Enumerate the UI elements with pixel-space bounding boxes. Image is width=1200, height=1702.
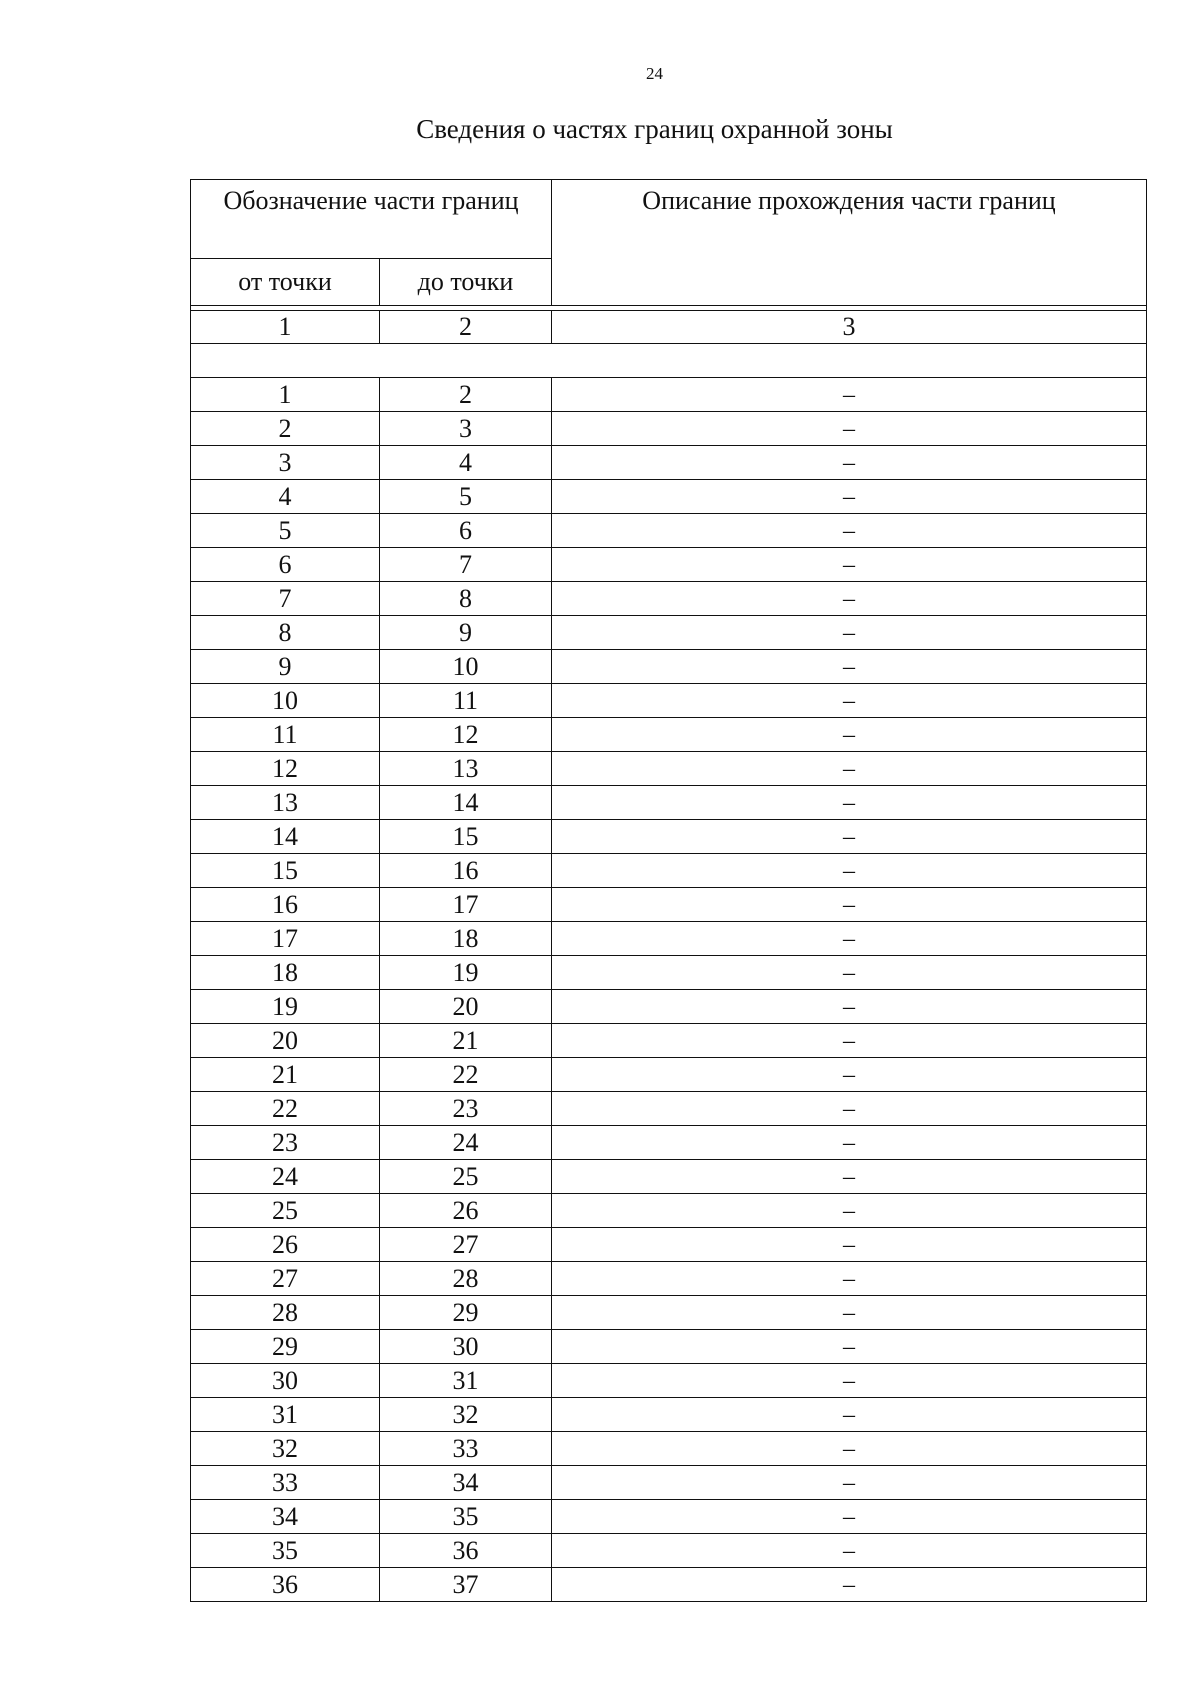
- table-row: [191, 582, 1147, 616]
- table-row: [191, 616, 1147, 650]
- from-point-cell: 28: [191, 1296, 380, 1330]
- description-cell: –: [552, 786, 1147, 820]
- to-point-cell: 6: [380, 514, 552, 548]
- table-row: [191, 412, 1147, 446]
- description-cell: –: [552, 1534, 1147, 1568]
- table-row: [191, 1364, 1147, 1398]
- description-cell: –: [552, 1330, 1147, 1364]
- table-row: [191, 1398, 1147, 1432]
- from-point-cell: 11: [191, 718, 380, 752]
- from-point-cell: 14: [191, 820, 380, 854]
- description-cell: –: [552, 888, 1147, 922]
- from-point-cell: 24: [191, 1160, 380, 1194]
- table-row: [191, 480, 1147, 514]
- to-point-cell: 21: [380, 1024, 552, 1058]
- to-point-cell: 27: [380, 1228, 552, 1262]
- to-point-cell: 22: [380, 1058, 552, 1092]
- to-point-cell: 2: [380, 378, 552, 412]
- table-row: [191, 1466, 1147, 1500]
- table-row: [191, 956, 1147, 990]
- to-point-cell: 36: [380, 1534, 552, 1568]
- to-point-cell: 34: [380, 1466, 552, 1500]
- description-cell: –: [552, 1466, 1147, 1500]
- description-cell: –: [552, 616, 1147, 650]
- from-point-cell: 36: [191, 1568, 380, 1602]
- description-cell: –: [552, 854, 1147, 888]
- to-point-cell: 19: [380, 956, 552, 990]
- table-row: [191, 990, 1147, 1024]
- table-row: [191, 854, 1147, 888]
- to-point-cell: 23: [380, 1092, 552, 1126]
- from-point-cell: 12: [191, 752, 380, 786]
- to-point-cell: 32: [380, 1398, 552, 1432]
- table-row: [191, 1262, 1147, 1296]
- table-row: [191, 786, 1147, 820]
- from-point-cell: 10: [191, 684, 380, 718]
- from-point-cell: 20: [191, 1024, 380, 1058]
- description-cell: –: [552, 1126, 1147, 1160]
- from-point-cell: 32: [191, 1432, 380, 1466]
- from-point-cell: 17: [191, 922, 380, 956]
- description-cell: –: [552, 514, 1147, 548]
- table-row: [191, 514, 1147, 548]
- to-point-cell: 11: [380, 684, 552, 718]
- description-cell: –: [552, 1364, 1147, 1398]
- from-point-cell: 3: [191, 446, 380, 480]
- to-point-cell: 31: [380, 1364, 552, 1398]
- table-row: [191, 548, 1147, 582]
- to-point-cell: 35: [380, 1500, 552, 1534]
- table-row: [191, 1534, 1147, 1568]
- to-point-cell: 30: [380, 1330, 552, 1364]
- from-point-cell: 25: [191, 1194, 380, 1228]
- boundary-parts-table: [190, 179, 1147, 1602]
- table-row: [191, 922, 1147, 956]
- from-point-cell: 4: [191, 480, 380, 514]
- from-point-cell: 13: [191, 786, 380, 820]
- to-point-cell: 7: [380, 548, 552, 582]
- description-cell: –: [552, 990, 1147, 1024]
- table-row: [191, 1330, 1147, 1364]
- table-row: [191, 378, 1147, 412]
- table-row: [191, 650, 1147, 684]
- from-point-cell: 9: [191, 650, 380, 684]
- table-row: [191, 1024, 1147, 1058]
- to-point-cell: 16: [380, 854, 552, 888]
- from-point-cell: 2: [191, 412, 380, 446]
- to-point-cell: 14: [380, 786, 552, 820]
- table-row: [191, 1092, 1147, 1126]
- to-point-cell: 24: [380, 1126, 552, 1160]
- from-point-cell: 33: [191, 1466, 380, 1500]
- table-row: [191, 1500, 1147, 1534]
- from-point-cell: 22: [191, 1092, 380, 1126]
- column-number: 3: [552, 311, 1147, 344]
- table-row: [191, 752, 1147, 786]
- to-point-cell: 3: [380, 412, 552, 446]
- table-row: [191, 718, 1147, 752]
- description-cell: –: [552, 1058, 1147, 1092]
- table-row: [191, 446, 1147, 480]
- description-cell: –: [552, 480, 1147, 514]
- to-point-cell: 20: [380, 990, 552, 1024]
- description-cell: –: [552, 1092, 1147, 1126]
- table-row: [191, 1296, 1147, 1330]
- description-cell: –: [552, 1228, 1147, 1262]
- table-row: [191, 888, 1147, 922]
- description-cell: –: [552, 582, 1147, 616]
- to-point-cell: 13: [380, 752, 552, 786]
- page-number: 24: [646, 64, 663, 83]
- column-number-row: [191, 311, 1147, 344]
- column-number: 1: [191, 311, 380, 344]
- description-cell: –: [552, 684, 1147, 718]
- to-point-cell: 12: [380, 718, 552, 752]
- from-point-cell: 21: [191, 1058, 380, 1092]
- description-cell: –: [552, 446, 1147, 480]
- header-from-point: от точки: [191, 259, 380, 306]
- to-point-cell: 33: [380, 1432, 552, 1466]
- to-point-cell: 29: [380, 1296, 552, 1330]
- from-point-cell: 23: [191, 1126, 380, 1160]
- to-point-cell: 26: [380, 1194, 552, 1228]
- empty-section-row: [191, 344, 1147, 378]
- description-cell: –: [552, 378, 1147, 412]
- from-point-cell: 15: [191, 854, 380, 888]
- table-row: [191, 1126, 1147, 1160]
- description-cell: –: [552, 820, 1147, 854]
- description-cell: –: [552, 922, 1147, 956]
- to-point-cell: 4: [380, 446, 552, 480]
- description-cell: –: [552, 1160, 1147, 1194]
- document-title: Сведения о частях границ охранной зоны: [416, 114, 893, 144]
- description-cell: –: [552, 956, 1147, 990]
- to-point-cell: 5: [380, 480, 552, 514]
- column-number: 2: [380, 311, 552, 344]
- from-point-cell: 18: [191, 956, 380, 990]
- table-row: [191, 1568, 1147, 1602]
- to-point-cell: 37: [380, 1568, 552, 1602]
- description-cell: –: [552, 548, 1147, 582]
- header-row: [191, 180, 1147, 259]
- table-row: [191, 1432, 1147, 1466]
- from-point-cell: 1: [191, 378, 380, 412]
- to-point-cell: 28: [380, 1262, 552, 1296]
- to-point-cell: 17: [380, 888, 552, 922]
- header-boundary-description: Описание прохождения части границ: [552, 180, 1147, 306]
- from-point-cell: 29: [191, 1330, 380, 1364]
- to-point-cell: 25: [380, 1160, 552, 1194]
- from-point-cell: 30: [191, 1364, 380, 1398]
- from-point-cell: 35: [191, 1534, 380, 1568]
- to-point-cell: 9: [380, 616, 552, 650]
- from-point-cell: 27: [191, 1262, 380, 1296]
- description-cell: –: [552, 1398, 1147, 1432]
- table-row: [191, 1228, 1147, 1262]
- to-point-cell: 10: [380, 650, 552, 684]
- to-point-cell: 8: [380, 582, 552, 616]
- from-point-cell: 16: [191, 888, 380, 922]
- description-cell: –: [552, 412, 1147, 446]
- table-row: [191, 820, 1147, 854]
- description-cell: –: [552, 650, 1147, 684]
- table-row: [191, 1058, 1147, 1092]
- description-cell: –: [552, 1500, 1147, 1534]
- to-point-cell: 15: [380, 820, 552, 854]
- table-row: [191, 1194, 1147, 1228]
- from-point-cell: 5: [191, 514, 380, 548]
- from-point-cell: 19: [191, 990, 380, 1024]
- description-cell: –: [552, 1024, 1147, 1058]
- from-point-cell: 7: [191, 582, 380, 616]
- description-cell: –: [552, 1296, 1147, 1330]
- header-boundary-designation: Обозначение части границ: [191, 180, 552, 259]
- from-point-cell: 26: [191, 1228, 380, 1262]
- table-row: [191, 684, 1147, 718]
- description-cell: –: [552, 1568, 1147, 1602]
- description-cell: –: [552, 718, 1147, 752]
- header-to-point: до точки: [380, 259, 552, 306]
- from-point-cell: 34: [191, 1500, 380, 1534]
- table-row: [191, 1160, 1147, 1194]
- to-point-cell: 18: [380, 922, 552, 956]
- description-cell: –: [552, 1432, 1147, 1466]
- from-point-cell: 8: [191, 616, 380, 650]
- from-point-cell: 31: [191, 1398, 380, 1432]
- description-cell: –: [552, 752, 1147, 786]
- from-point-cell: 6: [191, 548, 380, 582]
- description-cell: –: [552, 1194, 1147, 1228]
- description-cell: –: [552, 1262, 1147, 1296]
